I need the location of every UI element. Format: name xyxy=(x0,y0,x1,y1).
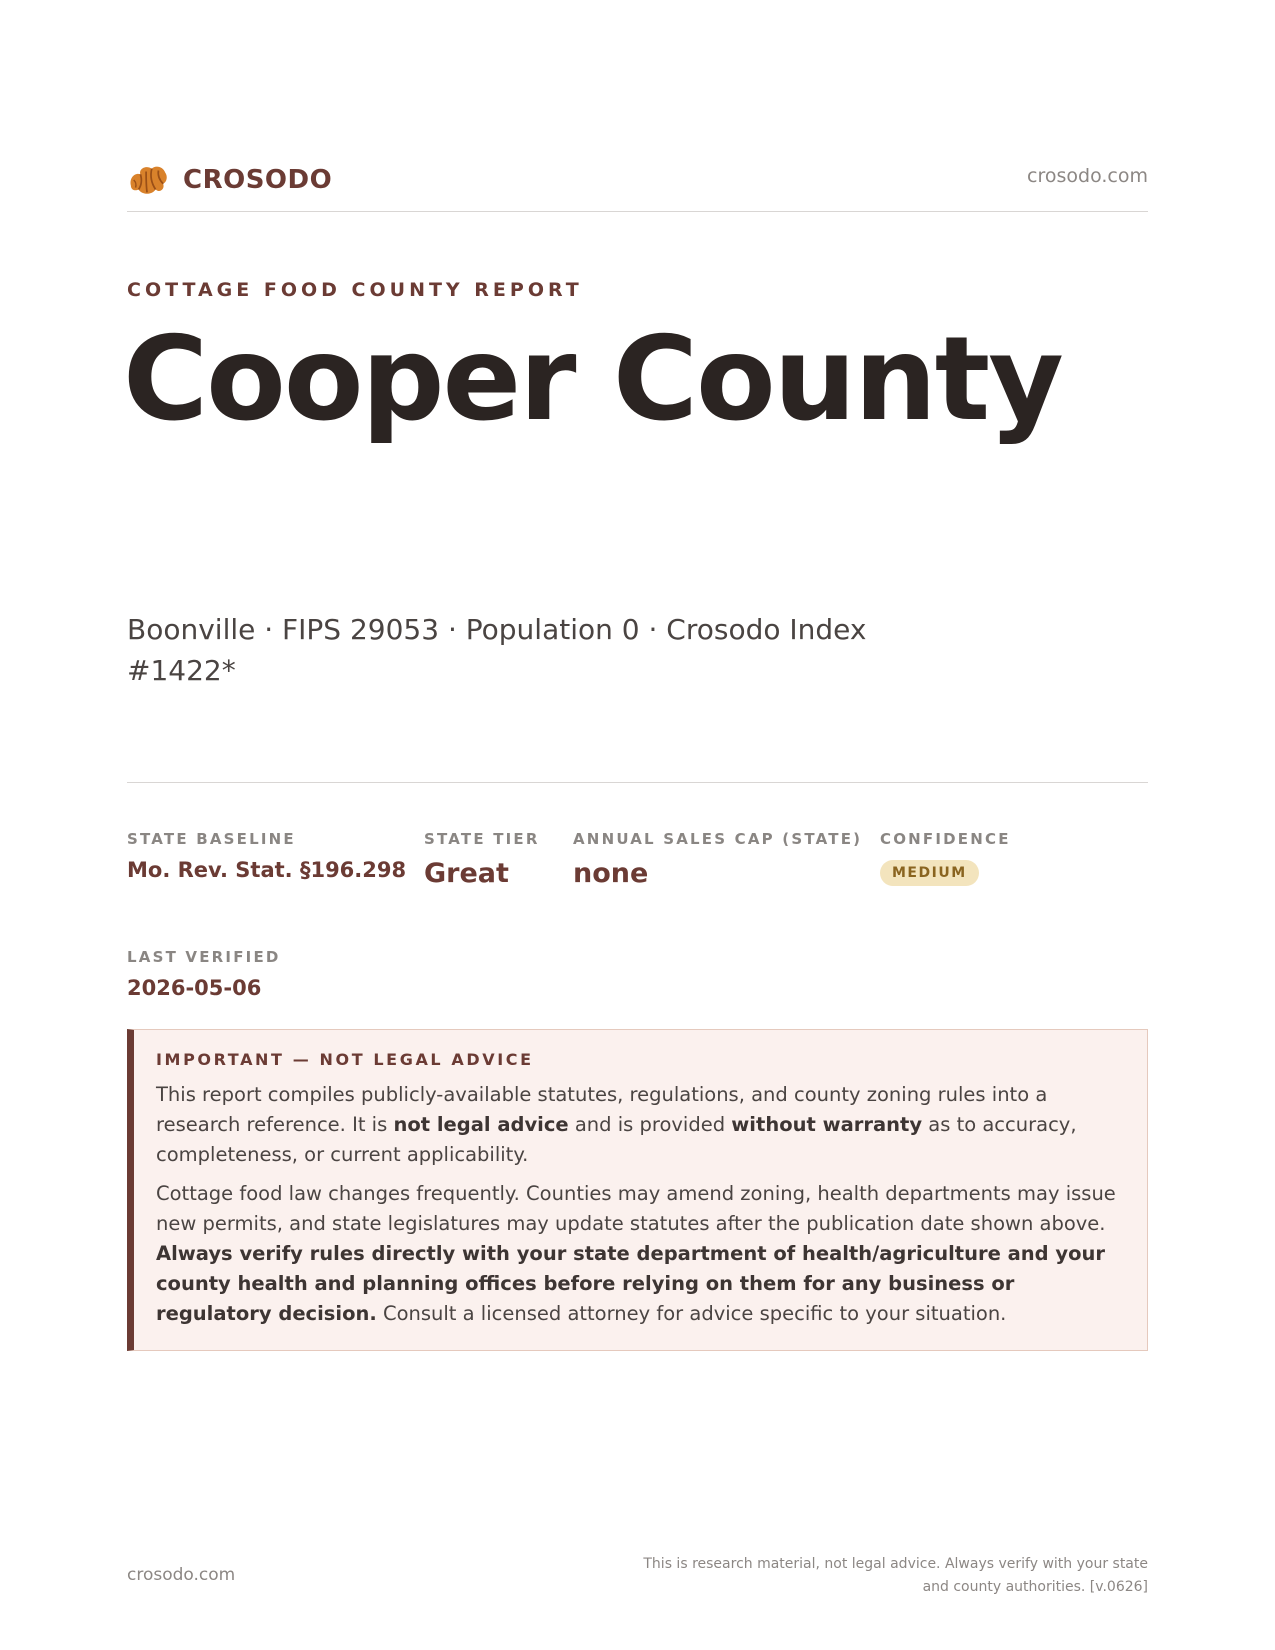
footer-site-link[interactable]: crosodo.com xyxy=(127,1565,236,1585)
stat-value: none xyxy=(573,858,649,889)
brand[interactable] xyxy=(127,161,332,199)
stat-label: CONFIDENCE xyxy=(880,830,1011,848)
notice-text: and is provided xyxy=(568,1113,732,1136)
notice-title: IMPORTANT — NOT LEGAL ADVICE xyxy=(156,1050,534,1069)
stat-value: 2026-05-06 xyxy=(127,976,262,1000)
croissant-icon xyxy=(127,161,169,199)
stat-last-verified xyxy=(127,948,281,1000)
notice-emphasis: not legal advice xyxy=(393,1113,569,1136)
notice-emphasis: Always verify rules directly with your state department of health/agriculture and your county health and planning offices before relying on them for any business or regulatory decision. xyxy=(156,1242,1106,1325)
notice-text: Consult a licensed attorney for advice specific to your situation. xyxy=(376,1302,1007,1325)
notice-text: Cottage food law changes frequently. Counties may amend zoning, health departments may issue new permits, and state legislatures may update statutes after the publication date shown above. xyxy=(156,1182,1116,1235)
stat-state-baseline xyxy=(127,830,406,882)
confidence-badge: MEDIUM xyxy=(880,860,979,886)
stat-label: LAST VERIFIED xyxy=(127,948,281,966)
notice-emphasis: without warranty xyxy=(731,1113,923,1136)
brand-name: CROSODO xyxy=(183,165,333,195)
page-title: Cooper County xyxy=(123,312,1062,447)
stat-label: ANNUAL SALES CAP (STATE) xyxy=(573,830,863,848)
page-header xyxy=(127,155,1148,212)
footer-disclaimer xyxy=(628,1553,1148,1599)
stat-label: STATE TIER xyxy=(424,830,540,848)
stat-state-tier xyxy=(424,830,540,889)
header-site-link[interactable]: crosodo.com xyxy=(1027,165,1148,187)
stat-value: Mo. Rev. Stat. §196.298 xyxy=(127,858,407,882)
section-divider xyxy=(127,782,1148,783)
notice-paragraph xyxy=(156,1179,1123,1329)
notice-text: This report compiles publicly-available statutes, regulations, and county zoning rules into a research reference. It is xyxy=(156,1083,1048,1136)
report-subtitle: Boonville · FIPS 29053 · Population 0 · Crosodo Index #1422* xyxy=(127,613,867,687)
report-eyebrow: COTTAGE FOOD COUNTY REPORT xyxy=(127,279,583,301)
stat-value: Great xyxy=(424,858,509,889)
report-page xyxy=(123,0,1148,1650)
notice-paragraph xyxy=(156,1080,1123,1170)
legal-notice xyxy=(127,1029,1148,1351)
footer-disclaimer-line: and county authorities. [v.0626] xyxy=(922,1579,1148,1595)
notice-text: as to accuracy, completeness, or current applicability. xyxy=(156,1113,1077,1166)
stat-confidence xyxy=(880,830,1011,886)
stat-label: STATE BASELINE xyxy=(127,830,296,848)
footer-disclaimer-line: This is research material, not legal advice. Always verify with your state xyxy=(643,1556,1148,1572)
stat-sales-cap xyxy=(573,830,862,889)
